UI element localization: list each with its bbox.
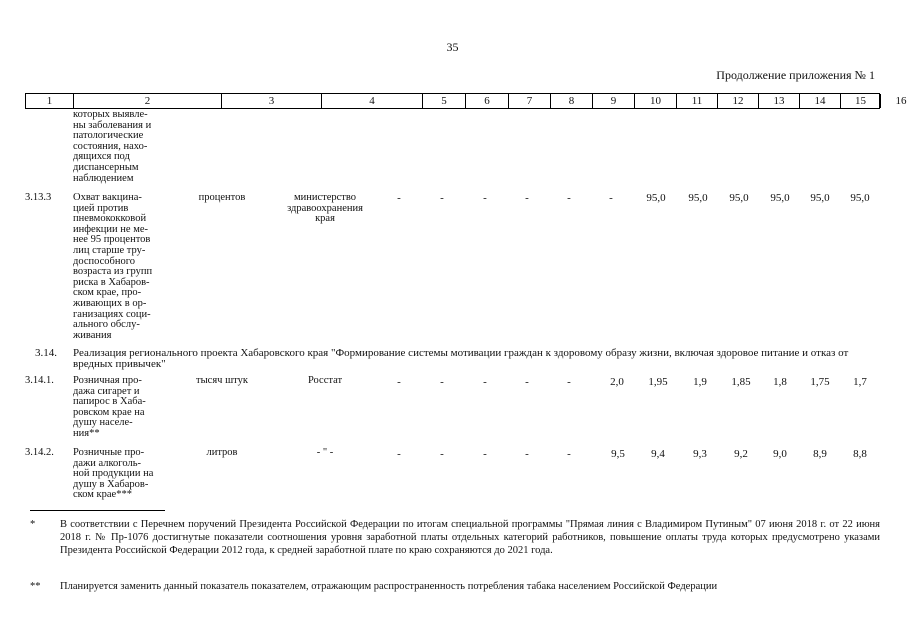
row-number: 3.14.1. [25, 375, 54, 386]
name-line: нее 95 процентов [73, 234, 151, 246]
section-number: 3.14. [35, 347, 57, 359]
name-line: дящихся под [73, 151, 130, 163]
name-line: ны заболевания и [73, 119, 152, 131]
name-line: доспособного [73, 255, 136, 267]
name-line: Розничная про- [73, 375, 142, 386]
name-line: ния** [73, 427, 100, 439]
header-cell-13: 13 [759, 94, 800, 108]
value-cell: 9,0 [773, 448, 787, 460]
name-line: ной продукции на [73, 468, 154, 480]
value-cell: 95,0 [688, 192, 708, 204]
continuation-label: Продолжение приложения № 1 [716, 68, 875, 82]
value-cell: 9,4 [651, 448, 665, 460]
header-cell-16: 16 [895, 95, 907, 107]
value-cell: - [440, 448, 444, 460]
row-number: 3.14.2. [25, 447, 54, 458]
name-line: риска в Хабаров- [73, 276, 150, 288]
name-line: папирос в Хаба- [73, 396, 146, 408]
value-cell: 95,0 [850, 192, 870, 204]
name-line: ганизациях соци- [73, 308, 151, 320]
header-cell-5: 5 [423, 94, 466, 108]
value-cell: - [397, 376, 401, 388]
value-cell: - [440, 192, 444, 204]
row-name [73, 448, 169, 501]
row-responsible: Росстат [307, 375, 343, 386]
value-cell: - [567, 448, 571, 460]
header-cell-3: 3 [222, 94, 322, 108]
name-line: которых выявле- [73, 109, 148, 120]
header-cell-7: 7 [509, 94, 551, 108]
name-line: живающих в ор- [73, 297, 147, 309]
value-cell: 9,2 [734, 448, 748, 460]
header-cell-4: 4 [322, 94, 423, 108]
value-cell: 1,75 [810, 376, 830, 388]
footnote-text: В соответствии с Перечнем поручений Президента Российской Федерации по итогам специальной программы "Прямая линия с Владимиром Путиным" 07 июня 2018 г. от 22 июня 2018 г. № Пр-1076 достигнутые показатели соотношения уровня заработной платы отдельных категорий работников, повышение оплаты труда которых предусмотрено указами Президента Российской Федерации 2012 года, к средней заработной плате по краю сохраняются до 2021 года. [60, 519, 880, 556]
header-cell-8: 8 [551, 94, 593, 108]
table-header-row [25, 93, 907, 109]
resp-line: края [315, 213, 335, 225]
value-cell: - [609, 192, 613, 204]
name-line: диспансерным [73, 161, 139, 173]
name-line: душу населе- [73, 417, 133, 429]
row-unit: литров [206, 447, 238, 458]
resp-line: министерство [293, 192, 357, 203]
value-cell: 1,7 [853, 376, 867, 388]
name-line: ального обслу- [73, 319, 140, 331]
name-line: дажи алкоголь- [73, 457, 141, 469]
name-line: ском крае, про- [73, 287, 142, 299]
header-cell-1: 1 [26, 94, 74, 108]
name-line: душу в Хабаров- [73, 478, 149, 490]
value-cell: - [525, 192, 529, 204]
header-cell-12: 12 [718, 94, 759, 108]
value-cell: - [525, 448, 529, 460]
value-cell: 1,9 [693, 376, 707, 388]
name-line: лиц старше тру- [73, 244, 146, 256]
row-name [73, 376, 169, 440]
value-cell: - [567, 376, 571, 388]
header-cell-15: 15 [841, 94, 881, 108]
name-line: живания [73, 329, 112, 341]
row-name [73, 193, 169, 341]
name-line: Розничные про- [73, 447, 145, 458]
value-cell: 9,3 [693, 448, 707, 460]
header-cell-10: 10 [635, 94, 677, 108]
value-cell: 1,95 [648, 376, 668, 388]
name-line: возраста из групп [73, 266, 153, 278]
value-cell: - [397, 192, 401, 204]
name-line: пневмококковой [73, 213, 147, 225]
value-cell: - [567, 192, 571, 204]
header-cell-11: 11 [677, 94, 718, 108]
name-line: цией против [73, 202, 129, 214]
header-cell-6: 6 [466, 94, 509, 108]
value-cell: - [483, 192, 487, 204]
page-number: 35 [446, 40, 459, 54]
name-line: дажа сигарет и [73, 385, 140, 397]
name-line: патологические [73, 130, 144, 142]
value-cell: 1,8 [773, 376, 787, 388]
row-unit: тысяч штук [196, 375, 248, 386]
cont-row-name [73, 110, 169, 184]
header-cell-9: 9 [593, 94, 635, 108]
name-line: ском крае*** [73, 489, 132, 501]
row-number: 3.13.3 [25, 192, 52, 203]
resp-line: здравоохранения [287, 202, 363, 214]
value-cell: 95,0 [646, 192, 666, 204]
row-responsible: - " - [316, 447, 334, 458]
value-cell: 2,0 [610, 376, 624, 388]
value-cell: 8,9 [813, 448, 827, 460]
row-unit: процентов [198, 192, 246, 203]
header-cell-2: 2 [74, 94, 222, 108]
value-cell: 95,0 [770, 192, 790, 204]
value-cell: 95,0 [729, 192, 749, 204]
name-line: наблюдением [73, 172, 134, 184]
name-line: состояния, нахо- [73, 140, 148, 152]
value-cell: - [483, 448, 487, 460]
footnote-mark: * [30, 519, 36, 530]
name-line: ровском крае на [73, 406, 145, 418]
value-cell: 1,85 [731, 376, 751, 388]
value-cell: - [525, 376, 529, 388]
value-cell: 8,8 [853, 448, 867, 460]
footnote-text: Планируется заменить данный показатель показателем, отражающим распространенность потребления табака населением Российской Федерации [60, 581, 718, 592]
name-line: инфекции не ме- [73, 223, 148, 235]
footnote-mark: ** [30, 581, 41, 592]
footnote-separator [30, 510, 165, 511]
value-cell: 9,5 [611, 448, 625, 460]
value-cell: - [397, 448, 401, 460]
section-title: Реализация регионального проекта Хабаровского края "Формирование системы мотивации граждан к здоровому образу жизни, включая здоровое питание и отказ от вредных привычек" [73, 347, 849, 370]
value-cell: - [483, 376, 487, 388]
header-cell-14: 14 [800, 94, 841, 108]
value-cell: - [440, 376, 444, 388]
name-line: Охват вакцина- [73, 192, 142, 203]
value-cell: 95,0 [810, 192, 830, 204]
row-responsible [275, 193, 375, 225]
